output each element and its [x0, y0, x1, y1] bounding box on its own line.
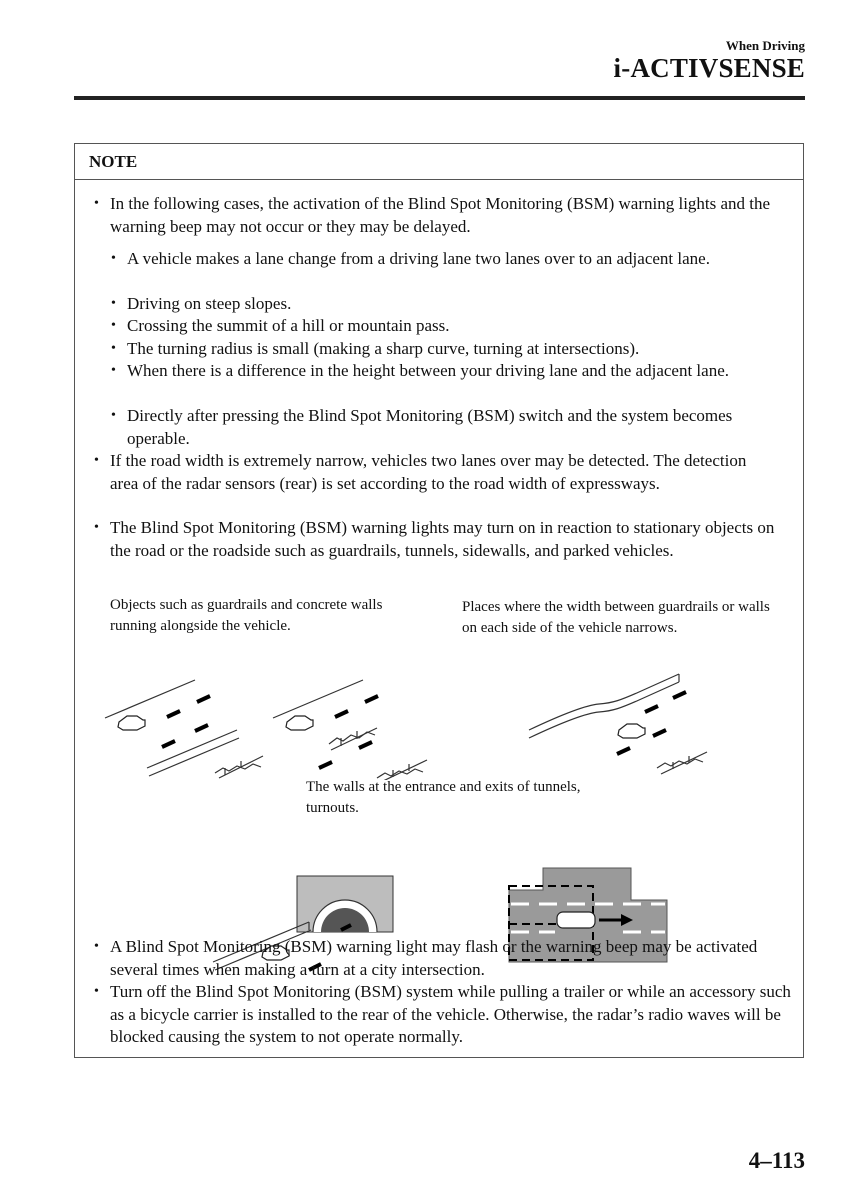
sub-bullet-text: When there is a difference in the height between your driving lane and the adjacent lane.: [127, 361, 729, 380]
sub-bullet-item: [111, 248, 777, 271]
figure-caption-tunnels: The walls at the entrance and exits of tunnels, turnouts.: [306, 779, 581, 816]
sub-bullet-text: Driving on steep slopes.: [127, 294, 292, 313]
bullet-dot: •: [94, 196, 99, 211]
sub-bullet-text: The turning radius is small (making a sharp curve, turning at intersections).: [127, 339, 640, 358]
page-number: 4–113: [748, 1148, 805, 1173]
sub-bullet-item: [111, 315, 777, 338]
figure-caption-narrowing: Places where the width between guardrails or walls on each side of the vehicle narrows.: [462, 599, 770, 636]
bullet-dot: •: [111, 341, 116, 356]
sub-bullet-item: [111, 360, 787, 383]
bullet-dot: •: [94, 453, 99, 468]
guardrail-road-illustration: [97, 660, 442, 780]
sub-bullet-text: Directly after pressing the Blind Spot Monitoring (BSM) switch and the system becomes operable.: [127, 406, 733, 448]
page-title: i-ACTIVSENSE: [613, 53, 805, 83]
bullet-item: [94, 517, 795, 562]
section-label: When Driving: [725, 38, 805, 53]
bullet-dot: •: [111, 318, 116, 333]
note-box: [74, 143, 804, 1058]
note-heading: NOTE: [75, 144, 803, 180]
bullet-dot: •: [94, 939, 99, 954]
sub-bullet-text: Crossing the summit of a hill or mountain pass.: [127, 316, 450, 335]
bullet-dot: •: [94, 984, 99, 999]
sub-bullet-text: A vehicle makes a lane change from a driving lane two lanes over to an adjacent lane.: [127, 249, 710, 268]
bullet-text: Turn off the Blind Spot Monitoring (BSM) system while pulling a trailer or while an accessory such as a bicycle carrier is installed to the rear of the vehicle. Otherwise, the radar’s radio waves will be blocked causing the system to not operate normally.: [110, 982, 791, 1046]
bullet-dot: •: [111, 251, 116, 266]
figure-caption-guardrails: Objects such as guardrails and concrete walls running alongside the vehicle.: [110, 597, 383, 634]
bullet-text: In the following cases, the activation of the Blind Spot Monitoring (BSM) warning lights and the warning beep may not occur or they may be delayed.: [110, 194, 771, 236]
bullet-item: [94, 450, 770, 495]
bullet-dot: •: [94, 520, 99, 535]
sub-bullet-item: [111, 293, 777, 316]
header-rule: [74, 96, 805, 100]
bullet-dot: •: [111, 408, 116, 423]
bullet-text: The Blind Spot Monitoring (BSM) warning lights may turn on in reaction to stationary objects on the road or the roadside such as guardrails, tunnels, sidewalls, and parked vehicles.: [110, 518, 775, 560]
bullet-item: [94, 936, 795, 981]
sub-bullet-item: [111, 338, 787, 361]
sub-bullet-item: [111, 405, 767, 450]
narrowing-road-illustration: [527, 650, 787, 780]
bullet-dot: •: [111, 363, 116, 378]
bullet-dot: •: [111, 296, 116, 311]
bullet-text: A Blind Spot Monitoring (BSM) warning light may flash or the warning beep may be activated several times when making a turn at a city intersection.: [110, 937, 758, 979]
bullet-text: If the road width is extremely narrow, vehicles two lanes over may be detected. The detection area of the radar sensors (rear) is set according to the road width of expressways.: [110, 451, 747, 493]
bullet-item: [94, 981, 795, 1049]
bullet-item: [94, 193, 775, 238]
